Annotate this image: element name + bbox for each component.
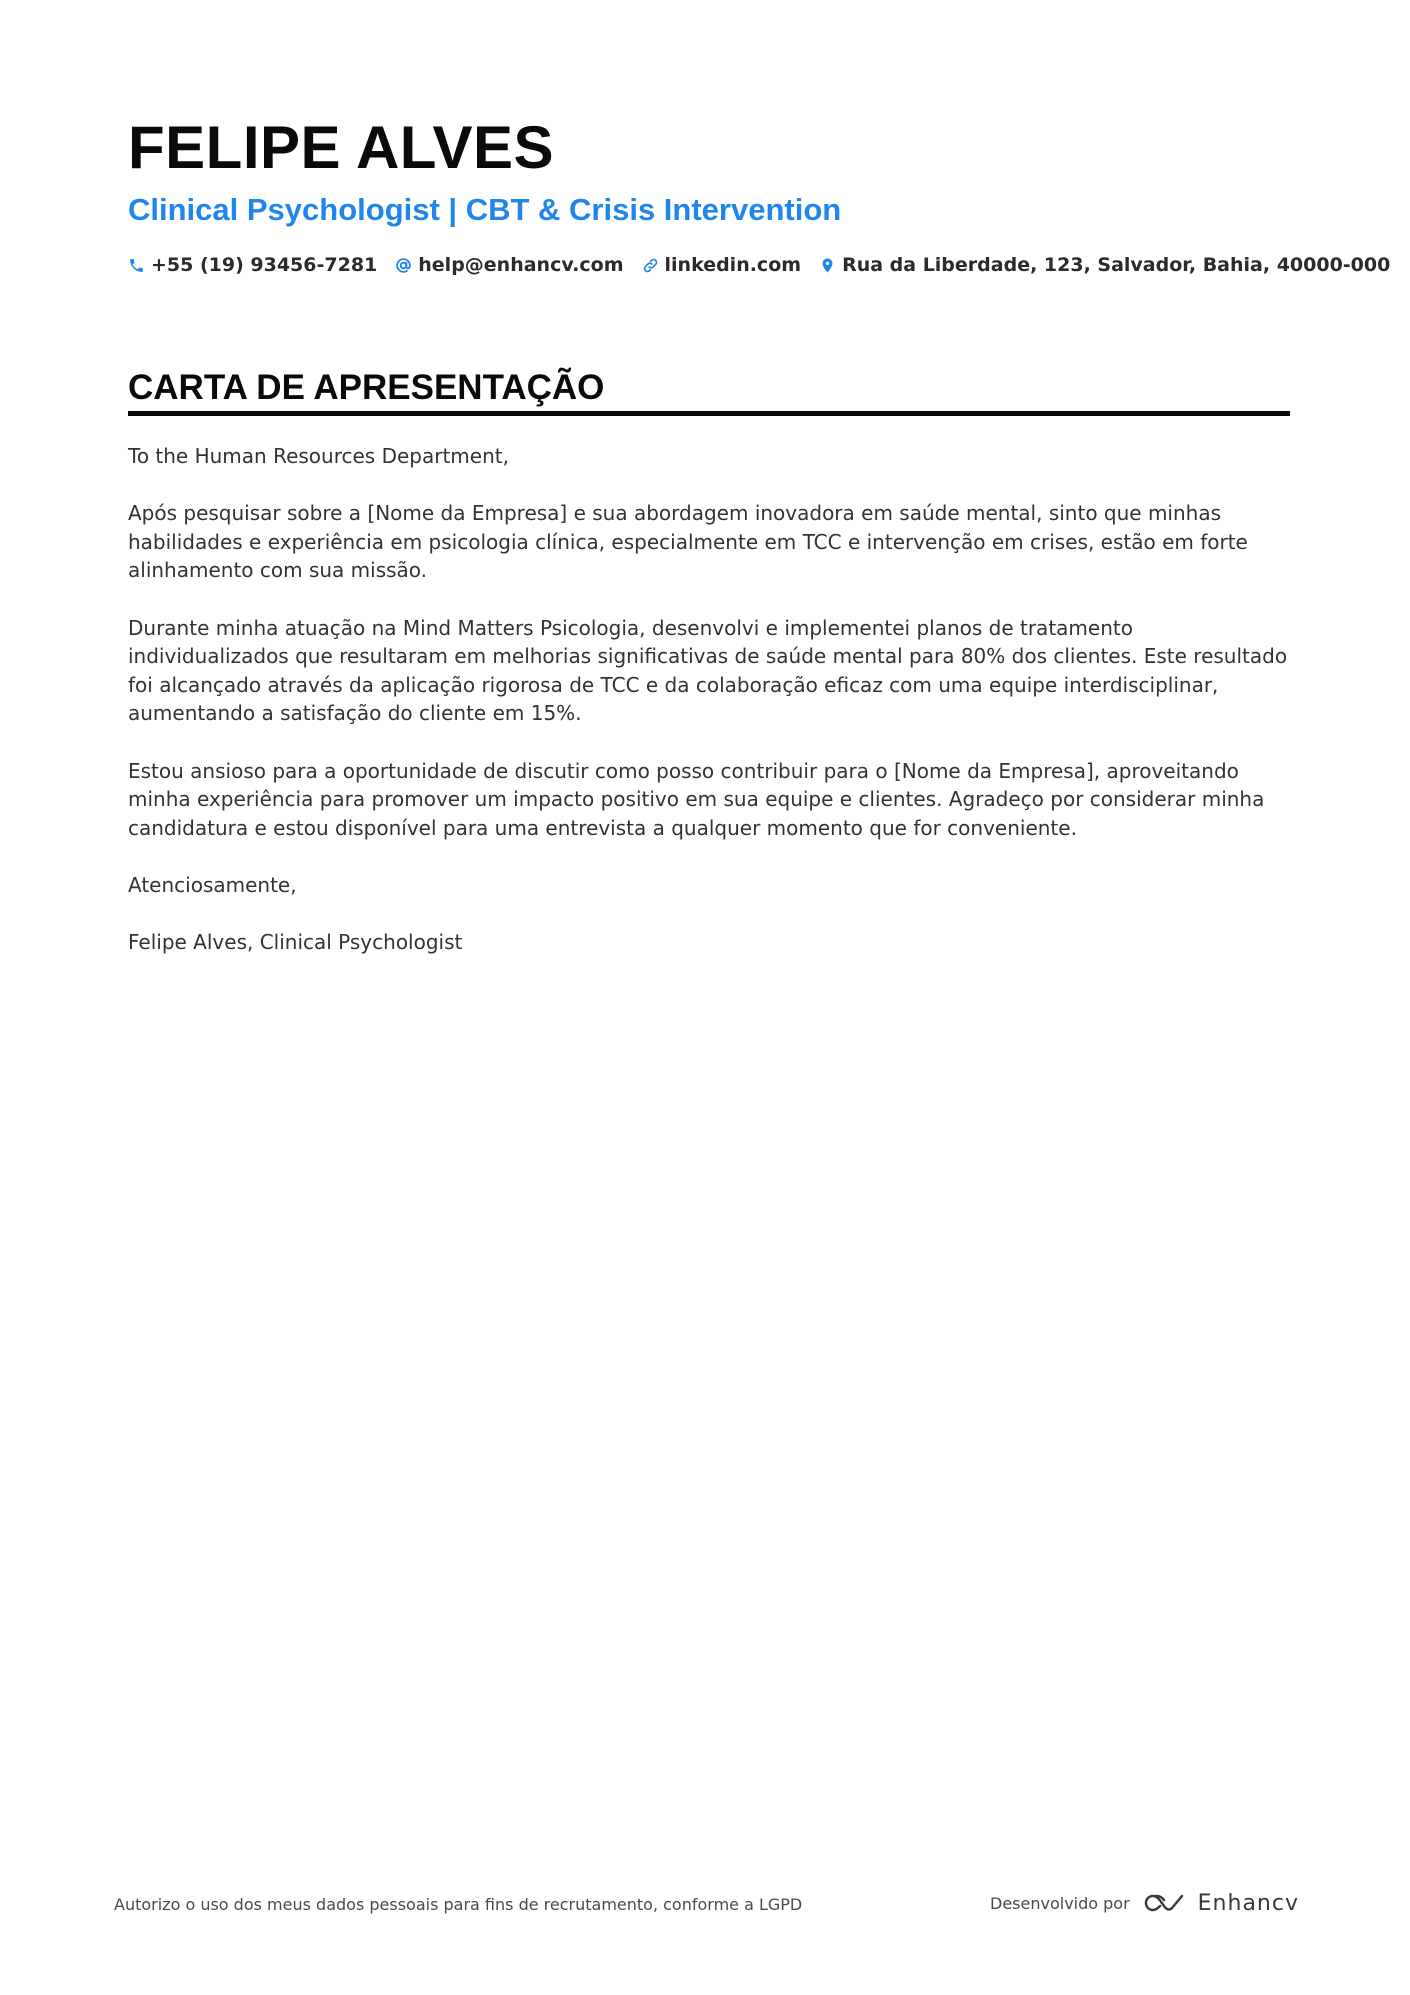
section-divider: [128, 411, 1290, 416]
at-icon: [395, 257, 412, 274]
powered-by[interactable]: [990, 1890, 1299, 1916]
consent-note: Autorizo o uso dos meus dados pessoais para fins de recrutamento, conforme a LGPD: [114, 1895, 803, 1914]
contact-email[interactable]: [395, 254, 623, 276]
letter-body: [128, 442, 1290, 985]
contact-bar: [128, 254, 1408, 276]
contact-address: [819, 254, 1390, 276]
powered-by-label: Desenvolvido por: [990, 1893, 1130, 1913]
phone-text: +55 (19) 93456-7281: [151, 254, 378, 276]
contact-linkedin[interactable]: [642, 254, 802, 276]
letter-closing: Atenciosamente,: [128, 872, 297, 897]
letter-signature: Felipe Alves, Clinical Psychologist: [128, 930, 463, 955]
enhancv-logo-icon: [1142, 1890, 1188, 1916]
candidate-name: FELIPE ALVES: [128, 114, 555, 181]
candidate-title: Clinical Psychologist | CBT & Crisis Intervention: [128, 192, 842, 227]
enhancv-wordmark: Enhancv: [1197, 1890, 1299, 1916]
phone-icon: [128, 257, 145, 274]
email-text: help@enhancv.com: [418, 254, 624, 276]
link-icon: [642, 257, 659, 274]
linkedin-text: linkedin.com: [664, 254, 802, 276]
letter-paragraph: Após pesquisar sobre a [Nome da Empresa] e sua abordagem inovadora em saúde mental, sinto que minhas habilidades e experiência em psicologia clínica, especialmente em TCC e intervenção em crises, estão em forte alinhamento com sua missão.: [128, 501, 1248, 583]
address-text: Rua da Liberdade, 123, Salvador, Bahia, 40000-000: [842, 254, 1391, 276]
letter-paragraph: Estou ansioso para a oportunidade de discutir como posso contribuir para o [Nome da Empresa], aproveitando minha experiência para promover um impacto positivo em sua equipe e clientes. Agradeço por considerar minha candidatura e estou disponível para uma entrevista a qualquer momento que for conveniente.: [128, 758, 1265, 840]
letter-paragraph: Durante minha atuação na Mind Matters Psicologia, desenvolvi e implementei planos de tratamento individualizados que resultaram em melhorias significativas de saúde mental para 80% dos clientes. Este resultado foi alcançado através da aplicação rigorosa de TCC e da colaboração eficaz com uma equipe interdisciplinar, aumentando a satisfação do cliente em 15%.: [128, 615, 1288, 726]
location-pin-icon: [819, 257, 836, 274]
section-title: CARTA DE APRESENTAÇÃO: [128, 368, 605, 407]
enhancv-logo: [1142, 1890, 1299, 1916]
contact-phone: [128, 254, 377, 276]
letter-greeting: To the Human Resources Department,: [128, 444, 509, 468]
